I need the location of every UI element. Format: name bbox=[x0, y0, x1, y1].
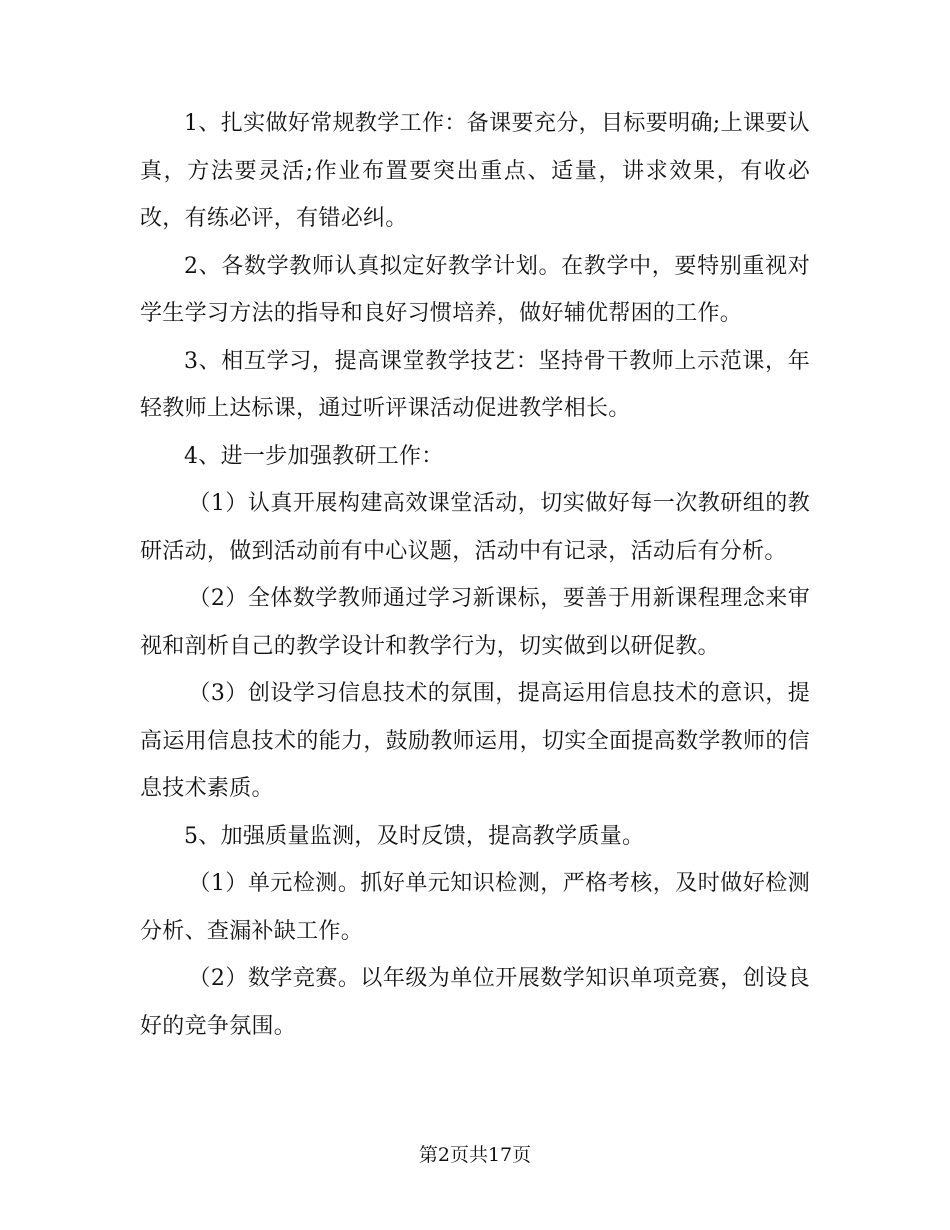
paragraph-5-2: （2）数学竞赛。以年级为单位开展数学知识单项竞赛，创设良好的竞争氛围。 bbox=[140, 966, 810, 1039]
paragraph-4-1: （1）认真开展构建高效课堂活动，切实做好每一次教研组的教研活动，做到活动前有中心议题，活动中有记录，活动后有分析。 bbox=[140, 491, 810, 564]
paragraph-5: 5、加强质量监测，及时反馈，提高教学质量。 bbox=[184, 823, 645, 849]
paragraph-5-1: （1）单元检测。抓好单元知识检测，严格考核，及时做好检测分析、查漏补缺工作。 bbox=[140, 871, 810, 944]
paragraph-4: 4、进一步加强教研工作： bbox=[184, 443, 444, 469]
paragraph-3: 3、相互学习，提高课堂教学技艺：坚持骨干教师上示范课，年轻教师上达标课，通过听评课活动促进教学相长。 bbox=[140, 348, 810, 421]
paragraph-4-3: （3）创设学习信息技术的氛围，提高运用信息技术的意识，提高运用信息技术的能力，鼓励教师运用，切实全面提高数学教师的信息技术素质。 bbox=[140, 681, 810, 801]
paragraph-4-2: （2）全体数学教师通过学习新课标，要善于用新课程理念来审视和剖析自己的教学设计和教学行为，切实做到以研促教。 bbox=[140, 586, 810, 659]
paragraph-1: 1、扎实做好常规教学工作：备课要充分，目标要明确;上课要认真，方法要灵活;作业布置要突出重点、适量，讲求效果，有收必改，有练必评，有错必纠。 bbox=[140, 111, 810, 231]
document-body bbox=[140, 100, 810, 1050]
paragraph-2: 2、各数学教师认真拟定好教学计划。在教学中，要特别重视对学生学习方法的指导和良好习惯培养，做好辅优帮困的工作。 bbox=[140, 253, 810, 326]
page-number-footer: 第2页共17页 bbox=[418, 1144, 532, 1166]
